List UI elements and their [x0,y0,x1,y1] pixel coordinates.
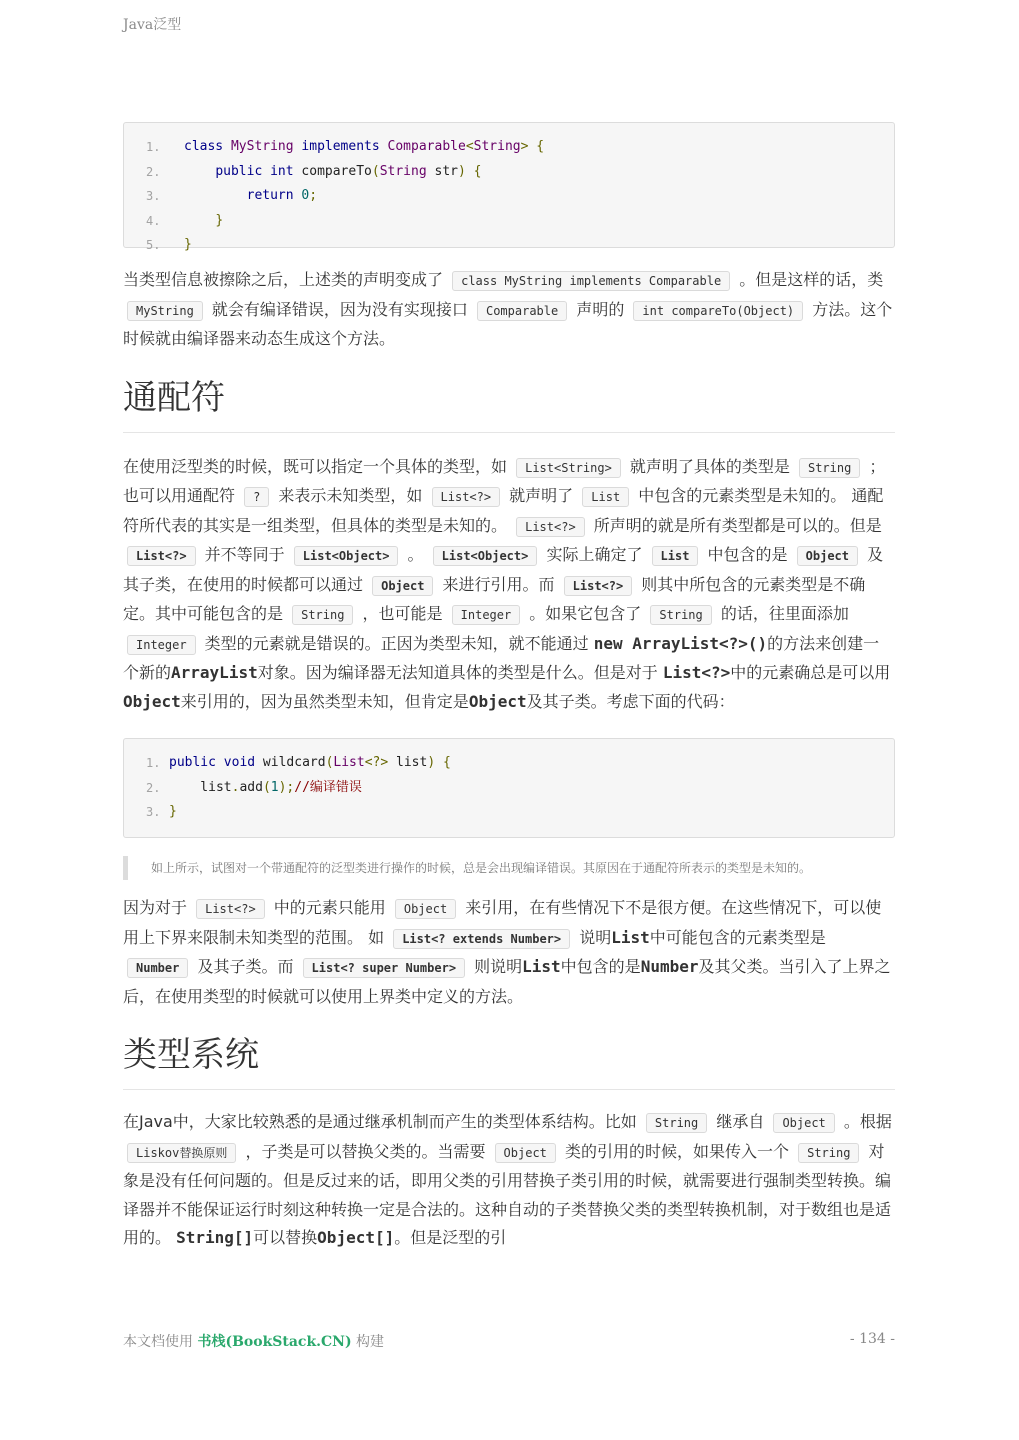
section-heading: 类型系统 [123,1033,895,1090]
code-text: } [215,212,224,228]
code-block [123,738,895,838]
code-line [124,776,894,801]
paragraph: 在Java中，大家比较熟悉的是通过继承机制而产生的类型体系结构。比如 String 继承自 Object 。根据 Liskov替换原则 ，子类是可以替换父类的。当需要 Object 类的引用的时候，如果传入一个 String 对象是没有任何问题的。但是反过来的话，即用父类的引用替换子类引用的时候，就需要进行强制类型转换。编译器并不能保证运行时刻这种转换一定是合法的。这种自动的子类替换父类的类型转换机制，对于数组也是适用的。 String[]可以替换Object[]。但是泛型的引 [123,1112,892,1247]
page-number: - 134 - [849,1331,895,1347]
line-number: 1. [146,140,161,154]
footer-brand-link[interactable]: 书栈(BookStack.CN) [197,1334,352,1350]
code-text: public int compareTo(String str) { [215,163,482,179]
paragraph: 在使用泛型类的时候，既可以指定一个具体的类型，如 List<String> 就声明了具体的类型是 String ；也可以用通配符 ? 来表示未知类型，如 List<?> 就声明了 List 中包含的元素类型是未知的。 通配符所代表的其实是一组类型，但具体的类型是未知的。 List<?> 所声明的就是所有类型都是可以的。但是 List<?> 并不等同于 List<Object> 。 List<Object> 实际上确定了 List 中包含的是 Object 及其子类，在使用的时候都可以通过 Object 来进行引用。而 List<?> 则其中所包含的元素类型是不确定。其中可能包含的是 String ，也可能是 Integer 。如果它包含了 String 的话，往里面添加 Integer 类型的元素就是错误的。正因为类型未知，就不能通过 new ArrayList<?>()的方法来创建一个新的ArrayList对象。因为编译器无法知道具体的类型是什么。但是对于 List<?>中的元素确总是可以用Object来引用的，因为虽然类型未知，但肯定是Object及其子类。考虑下面的代码： [123,456,891,711]
paragraph: 因为对于 List<?> 中的元素只能用 Object 来引用，在有些情况下不是很方便。在这些情况下，可以使用上下界来限制未知类型的范围。 如 List<? extends Number> 说明List中可能包含的元素类型是 Number 及其子类。而 List<? super Number> 则说明List中包含的是Number及其父类。当引入了上界之后，在使用类型的时候就可以使用上界类中定义的方法。 [123,898,891,1006]
line-number: 1. [146,756,161,770]
code-text: return 0; [246,188,318,203]
line-number: 3. [146,189,161,203]
section-heading: 通配符 [123,376,895,433]
line-number: 2. [146,780,161,795]
line-number: 4. [146,213,161,228]
code-line [124,135,894,160]
code-text: class MyString implements Comparable<String> { [184,139,545,154]
code-line [124,209,894,234]
code-text: } [184,237,192,252]
line-number: 5. [146,238,161,252]
footer-suffix: 构建 [351,1334,385,1350]
line-number: 3. [146,805,161,819]
footer-credit [123,1331,384,1351]
code-line [124,160,894,185]
code-line [124,751,894,776]
footer-prefix: 本文档使用 [123,1334,198,1350]
code-text: public void wildcard(List<?> list) { [169,755,451,770]
code-text: list.add(1);//编译错误 [169,779,362,795]
blockquote: 如上所示，试图对一个带通配符的泛型类进行操作的时候，总是会出现编译错误。其原因在于通配符所表示的类型是未知的。 [123,856,895,880]
page-content [123,122,895,1253]
code-line [124,184,894,209]
paragraph: 当类型信息被擦除之后，上述类的声明变成了 class MyString implements Comparable 。但是这样的话，类 MyString 就会有编译错误，因为没有实现接口 Comparable 声明的 int compareTo(Object) 方法。这个时候就由编译器来动态生成这个方法。 [123,270,893,348]
code-line [124,233,894,258]
code-text: } [169,804,177,819]
code-line [124,800,894,825]
running-header: Java泛型 [123,17,182,33]
code-block [123,122,895,252]
line-number: 2. [146,164,161,179]
